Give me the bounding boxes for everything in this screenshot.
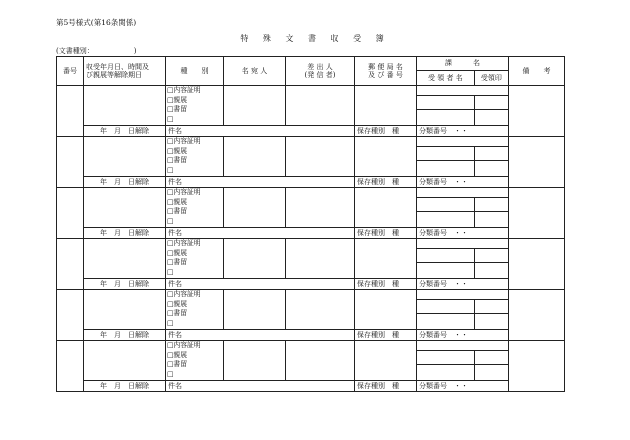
register-row-top [57, 239, 565, 249]
cell-post-office[interactable] [355, 188, 417, 228]
header-number: 番号 [57, 57, 84, 86]
cell-sender[interactable] [286, 86, 355, 126]
cell-recipient-name-2[interactable] [417, 314, 475, 330]
kind-checkbox-option[interactable]: □内容証明 [167, 290, 201, 298]
document-type-close: ) [133, 47, 137, 55]
document-type-line [56, 46, 137, 56]
cell-addressee[interactable] [224, 137, 286, 177]
cell-class-number[interactable]: 分類番号 ・・ [417, 330, 509, 341]
cell-class-number[interactable]: 分類番号 ・・ [417, 279, 509, 290]
kind-checkbox-option[interactable]: □書留 [167, 258, 188, 266]
header-post-line2: 及 び 番 号 [368, 71, 403, 79]
header-recipient-seal: 受領印 [480, 74, 502, 82]
cell-release-date[interactable]: 年 月 日解除 [84, 279, 166, 290]
cell-kind [166, 341, 224, 381]
kind-checkbox-option[interactable]: □内容証明 [167, 137, 201, 145]
register-table [56, 56, 565, 392]
cell-received-date[interactable] [84, 137, 166, 177]
kind-checkbox-option[interactable]: □内容証明 [167, 86, 201, 94]
kind-checkbox-option[interactable]: □内容証明 [167, 188, 201, 196]
cell-remarks[interactable] [509, 137, 565, 188]
cell-recipient-name-2[interactable] [417, 161, 475, 177]
cell-recipient-name-2[interactable] [417, 263, 475, 279]
cell-subject[interactable]: 件名 [166, 228, 355, 239]
cell-recipient-seal-2[interactable] [475, 212, 509, 228]
cell-remarks[interactable] [509, 239, 565, 290]
document-type-label: (文書種別： [56, 47, 94, 55]
register-row-footer [57, 177, 565, 188]
cell-subject[interactable]: 件名 [166, 279, 355, 290]
cell-recipient-seal[interactable] [475, 147, 509, 161]
cell-recipient-name[interactable] [417, 147, 475, 161]
header-received-date [84, 57, 166, 86]
cell-recipient-seal[interactable] [475, 351, 509, 365]
cell-storage-type[interactable]: 保存種別 種 [355, 279, 417, 290]
register-row-footer [57, 228, 565, 239]
cell-sender[interactable] [286, 239, 355, 279]
kind-checkbox-option[interactable]: □書留 [167, 156, 188, 164]
register-rows [57, 86, 565, 392]
cell-kind [166, 188, 224, 228]
kind-checkbox-option[interactable]: □親展 [167, 146, 188, 155]
cell-post-office[interactable] [355, 290, 417, 330]
cell-class-number[interactable]: 分類番号 ・・ [417, 381, 509, 392]
header-post-office [355, 57, 417, 86]
cell-subject[interactable]: 件名 [166, 330, 355, 341]
kind-checkbox-option[interactable]: □親展 [167, 350, 188, 359]
cell-kind [166, 137, 224, 177]
cell-recipient-seal-2[interactable] [475, 365, 509, 381]
cell-kind [166, 290, 224, 330]
cell-number[interactable] [57, 341, 84, 392]
cell-recipient-name[interactable] [417, 249, 475, 263]
cell-release-date[interactable]: 年 月 日解除 [84, 228, 166, 239]
cell-received-date[interactable] [84, 188, 166, 228]
header-post-line1: 郵 便 局 名 [368, 62, 403, 71]
cell-class-number[interactable]: 分類番号 ・・ [417, 228, 509, 239]
cell-section-name[interactable] [417, 290, 509, 300]
kind-checkbox-option[interactable]: □親展 [167, 197, 188, 206]
cell-received-date[interactable] [84, 290, 166, 330]
header-sender-line2: (発 信 者) [304, 71, 336, 79]
cell-post-office[interactable] [355, 86, 417, 126]
cell-remarks[interactable] [509, 86, 565, 137]
kind-checkbox-option[interactable]: □ [167, 318, 174, 327]
cell-subject[interactable]: 件名 [166, 177, 355, 188]
register-row-top [57, 188, 565, 198]
cell-release-date[interactable]: 年 月 日解除 [84, 126, 166, 137]
header-received-date-line1: 収受年月日、時間及 [86, 62, 149, 71]
cell-remarks[interactable] [509, 290, 565, 341]
kind-checkbox-option[interactable]: □書留 [167, 360, 188, 368]
header-recipient-name: 受 領 者 名 [417, 71, 475, 85]
cell-sender[interactable] [286, 137, 355, 177]
cell-recipient-name[interactable] [417, 96, 475, 110]
cell-addressee[interactable] [224, 341, 286, 381]
cell-recipient-name-2[interactable] [417, 212, 475, 228]
header-remarks: 備 考 [509, 57, 565, 86]
cell-number[interactable] [57, 137, 84, 188]
register-row-top [57, 137, 565, 147]
cell-sender[interactable] [286, 188, 355, 228]
kind-checkbox-option[interactable]: □ [167, 114, 174, 123]
cell-recipient-seal-2[interactable] [475, 314, 509, 330]
cell-class-number[interactable]: 分類番号 ・・ [417, 126, 509, 137]
cell-recipient-name[interactable] [417, 198, 475, 212]
header-received-date-line2: び親展等解除期日 [86, 71, 142, 79]
cell-kind [166, 239, 224, 279]
cell-post-office[interactable] [355, 137, 417, 177]
kind-checkbox-option[interactable]: □書留 [167, 105, 188, 113]
kind-checkbox-option[interactable]: □書留 [167, 309, 188, 317]
cell-section-name[interactable] [417, 188, 509, 198]
header-row [57, 57, 565, 86]
kind-checkbox-option[interactable]: □親展 [167, 248, 188, 257]
header-kind: 種 別 [166, 57, 224, 86]
cell-recipient-seal-2[interactable] [475, 263, 509, 279]
kind-checkbox-option[interactable]: □書留 [167, 207, 188, 215]
cell-section-name[interactable] [417, 341, 509, 351]
cell-recipient-seal[interactable] [475, 300, 509, 314]
kind-checkbox-option[interactable]: □内容証明 [167, 341, 201, 349]
cell-storage-type[interactable]: 保存種別 種 [355, 381, 417, 392]
header-addressee: 名 宛 人 [224, 57, 286, 86]
register-row-top [57, 341, 565, 351]
cell-storage-type[interactable]: 保存種別 種 [355, 330, 417, 341]
cell-section-name[interactable] [417, 239, 509, 249]
header-sender-line1: 差 出 人 [307, 62, 333, 71]
register-row-top [57, 290, 565, 300]
cell-storage-type[interactable]: 保存種別 種 [355, 228, 417, 239]
register-row-footer [57, 330, 565, 341]
cell-addressee[interactable] [224, 188, 286, 228]
cell-recipient-seal-2[interactable] [475, 110, 509, 126]
cell-post-office[interactable] [355, 341, 417, 381]
cell-number[interactable] [57, 290, 84, 341]
cell-addressee[interactable] [224, 239, 286, 279]
cell-sender[interactable] [286, 341, 355, 381]
cell-received-date[interactable] [84, 341, 166, 381]
cell-sender[interactable] [286, 290, 355, 330]
header-section [417, 57, 509, 86]
register-row-footer [57, 279, 565, 290]
cell-release-date[interactable]: 年 月 日解除 [84, 330, 166, 341]
cell-subject[interactable]: 件名 [166, 381, 355, 392]
cell-received-date[interactable] [84, 86, 166, 126]
cell-remarks[interactable] [509, 341, 565, 392]
kind-checkbox-option[interactable]: □ [167, 369, 174, 378]
cell-addressee[interactable] [224, 290, 286, 330]
kind-checkbox-option[interactable]: □ [167, 267, 174, 276]
cell-class-number[interactable]: 分類番号 ・・ [417, 177, 509, 188]
cell-recipient-seal[interactable] [475, 249, 509, 263]
cell-storage-type[interactable]: 保存種別 種 [355, 126, 417, 137]
cell-recipient-seal[interactable] [475, 198, 509, 212]
page-title: 特 殊 文 書 収 受 簿 [240, 34, 390, 43]
kind-checkbox-option[interactable]: □内容証明 [167, 239, 201, 247]
kind-checkbox-option[interactable]: □ [167, 216, 174, 225]
cell-recipient-name-2[interactable] [417, 365, 475, 381]
header-sender [286, 57, 355, 86]
cell-section-name[interactable] [417, 137, 509, 147]
kind-checkbox-option[interactable]: □親展 [167, 299, 188, 308]
cell-recipient-seal-2[interactable] [475, 161, 509, 177]
cell-release-date[interactable]: 年 月 日解除 [84, 381, 166, 392]
form-number: 第5号様式(第16条関係) [56, 18, 137, 27]
cell-subject[interactable]: 件名 [166, 126, 355, 137]
cell-number[interactable] [57, 86, 84, 137]
cell-recipient-seal[interactable] [475, 96, 509, 110]
cell-number[interactable] [57, 239, 84, 290]
kind-checkbox-option[interactable]: □親展 [167, 95, 188, 104]
cell-received-date[interactable] [84, 239, 166, 279]
cell-addressee[interactable] [224, 86, 286, 126]
cell-kind [166, 86, 224, 126]
cell-recipient-name[interactable] [417, 351, 475, 365]
cell-number[interactable] [57, 188, 84, 239]
kind-checkbox-option[interactable]: □ [167, 165, 174, 174]
cell-post-office[interactable] [355, 239, 417, 279]
register-row-footer [57, 381, 565, 392]
cell-remarks[interactable] [509, 188, 565, 239]
register-row-footer [57, 126, 565, 137]
cell-section-name[interactable] [417, 86, 509, 96]
cell-release-date[interactable]: 年 月 日解除 [84, 177, 166, 188]
cell-recipient-name-2[interactable] [417, 110, 475, 126]
header-section-name: 課 名 [417, 57, 508, 71]
cell-recipient-name[interactable] [417, 300, 475, 314]
cell-storage-type[interactable]: 保存種別 種 [355, 177, 417, 188]
register-row-top [57, 86, 565, 96]
